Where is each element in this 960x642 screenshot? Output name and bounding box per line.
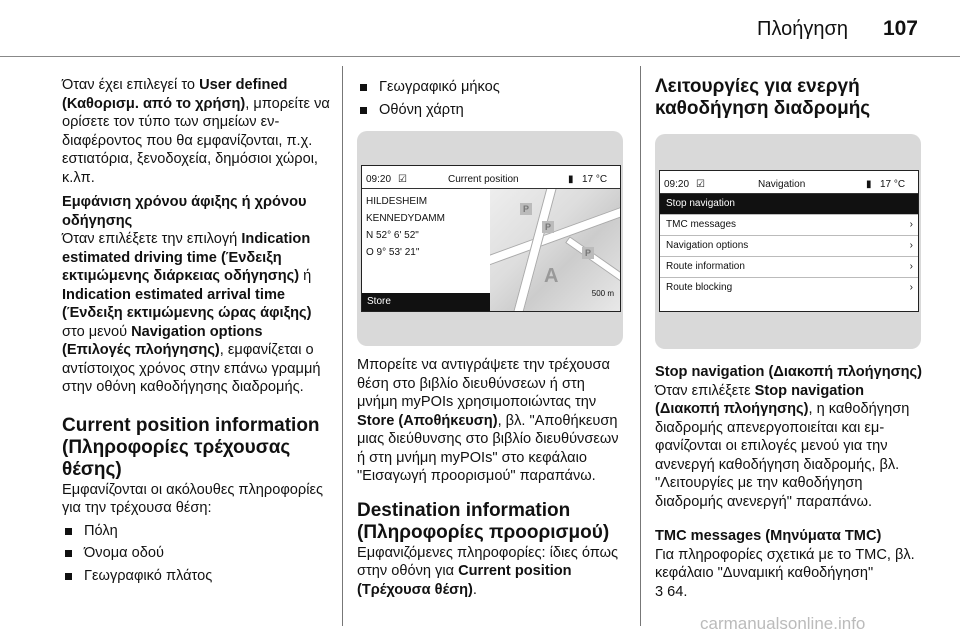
temperature: 17 °C (582, 174, 608, 185)
poi-icon: P (582, 247, 594, 259)
list-item: Γεωγραφικό πλάτος (62, 567, 332, 586)
display-screen (361, 165, 621, 312)
list-item: Πόλη (62, 522, 332, 541)
watermark: carmanualsonline.info (700, 614, 866, 633)
section-heading: Current position information (Πληροφορίες τρέχουσας θέσης) (62, 414, 320, 480)
display-screen (659, 170, 919, 312)
menu-item-navigation-options[interactable]: Navigation options › (660, 236, 918, 257)
column-divider (640, 66, 641, 626)
street: KENNEDYDAMM (366, 213, 445, 224)
paragraph: Όταν επιλέξετε την επιλογή Indication estimated driving time (Ένδειξη εκτιμώμενης διάρκειας οδήγησης) ή Indication estimated arrival time (Ένδειξη εκτιμώμενης ώρας άφιξης) στο μενού Navigation options (Επιλογές πλοήγησης), εμφανίζεται ο αντίστοιχος χρόνος στην επάνω γραμμή στην οθόνη καθοδήγησης διαδρομής. (62, 231, 321, 395)
status-bar (362, 166, 620, 189)
menu-item-tmc-messages[interactable]: TMC messages › (660, 215, 918, 236)
page-header (0, 0, 960, 57)
paragraph: Εμφανίζονται οι ακόλουθες πληροφορίες για την τρέχουσα θέση: (62, 481, 323, 516)
store-button[interactable]: Store (362, 293, 490, 311)
clock: 09:20 (664, 179, 690, 190)
subheading: Εμφάνιση χρόνου άφιξης ή χρόνου οδήγησης (62, 194, 307, 229)
city: HILDESHEIM (366, 196, 428, 207)
nav-icon: ☑ (696, 179, 705, 190)
list-item: Όνομα οδού (62, 544, 332, 563)
poi-icon: P (520, 203, 532, 215)
position-info (366, 193, 445, 261)
paragraph: Εμφανιζόμενες πληροφορίες: ίδιες όπως στην οθόνη για Current position (Τρέχουσα θέση). (357, 544, 619, 598)
paragraph: Όταν επιλέξετε Stop navigation (Διακοπή πλοήγησης), η καθοδήγηση διαδρομής απενεργοποιείται και εμφανίζονται οι επιλογές μενού για την ανενεργή καθοδήγηση διαδρομής, βλ. "Λειτουργίες με την καθοδήγηση διαδρομής ανενεργή" παραπάνω. (655, 382, 910, 510)
list-item: Οθόνη χάρτη (357, 101, 627, 120)
list-item: Γεωγραφικό μήκος (357, 78, 627, 97)
page-reference[interactable]: 3 64. (655, 583, 688, 600)
column-2 (357, 76, 627, 599)
chevron-right-icon: › (909, 240, 913, 251)
chevron-right-icon: › (909, 282, 913, 293)
paragraph: Μπορείτε να αντιγράψετε την τρέχουσα θέση στο βιβλίο διευθύνσεων ή στη μνήμη myPOIs χρησιμοποιώντας την Store (Αποθήκευση), βλ. "Αποθήκευση μιας διεύθυνσης στο βιβλίο διευθύνσεων ή στη μνήμη myPOIs" στο κεφάλαιο "Εισαγωγή προορισμού" παραπάνω. (357, 357, 619, 484)
clock: 09:20 (366, 174, 392, 185)
menu-item-stop-navigation[interactable]: Stop navigation (660, 194, 918, 215)
latitude: N 52° 6' 52" (366, 230, 419, 241)
chevron-right-icon: › (909, 219, 913, 230)
screen-title: Navigation (758, 179, 806, 190)
page-title: Πλοήγηση (757, 18, 848, 40)
paragraph: Όταν έχει επιλεγεί το User defined (Καθορισμ. από το χρήση), μπορείτε να ορίσετε τον τύπο των σημείων ενδιαφέροντος που θα εμφανίζονται, π.χ. εστιατόρια, ξενοδοχεία, δημόσιοι χώροι, κ.λπ. (62, 77, 330, 186)
page-number: 107 (882, 17, 918, 40)
screenshot-navigation-menu (655, 134, 921, 349)
temperature: 17 °C (880, 179, 906, 190)
screen-title: Current position (448, 174, 519, 185)
paragraph: Για πληροφορίες σχετικά με το TMC, βλ. κεφάλαιο "Δυναμική καθοδήγηση" (655, 546, 915, 581)
map-view[interactable] (490, 189, 620, 311)
phone-icon: ▮ (866, 179, 872, 190)
map-scale: 500 m (591, 288, 614, 298)
column-1 (62, 76, 332, 589)
menu-item-route-information[interactable]: Route information › (660, 257, 918, 278)
subheading: TMC messages (Μηνύματα TMC) (655, 528, 882, 544)
longitude: O 9° 53' 21" (366, 247, 420, 258)
status-bar (660, 171, 918, 194)
section-heading: Destination information (Πληροφορίες προορισμού) (357, 499, 610, 543)
menu-item-route-blocking[interactable]: Route blocking › (660, 278, 918, 298)
phone-icon: ▮ (568, 174, 574, 185)
position-arrow-icon: A (544, 265, 559, 287)
column-divider (342, 66, 343, 626)
subheading: Stop navigation (Διακοπή πλοήγησης) (655, 364, 922, 380)
poi-icon: P (542, 221, 554, 233)
column-3 (655, 76, 923, 601)
chevron-right-icon: › (909, 261, 913, 272)
nav-icon: ☑ (398, 174, 407, 185)
section-heading: Λειτουργίες για ενεργή καθοδήγηση διαδρομής (655, 76, 871, 119)
screenshot-current-position (357, 131, 623, 346)
